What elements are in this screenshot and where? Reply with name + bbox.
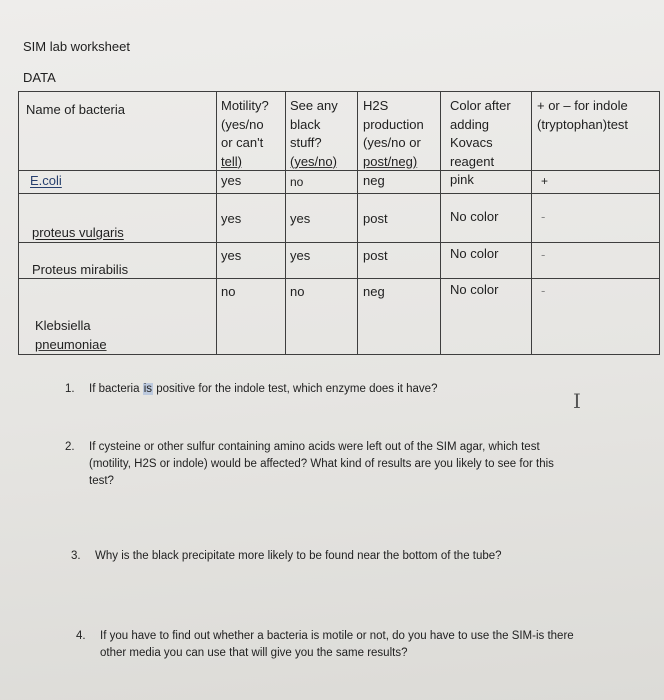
header-motility-line: (yes/no: [221, 116, 264, 132]
header-motility-line: tell): [221, 153, 242, 169]
question-2: [65, 439, 635, 493]
header-motility-line: or can't: [221, 135, 264, 150]
header-name-text: Name of bacteria: [26, 102, 125, 117]
header-black-line: (yes/no): [290, 153, 337, 169]
bacteria-name-ecoli: E.coli: [30, 173, 62, 188]
motility-value: yes: [221, 173, 242, 188]
header-h2s: [358, 92, 441, 171]
black-stuff-value: no: [290, 284, 305, 299]
header-color-line: Color after: [450, 98, 511, 113]
question-text-line: (motility, H2S or indole) would be affected? What kind of results are you likely to see for this: [89, 458, 554, 470]
bacteria-name-proteus-mirabilis: Proteus mirabilis: [32, 262, 129, 277]
bacteria-name-line: pneumoniae: [35, 336, 107, 352]
question-1: [65, 381, 625, 399]
header-color-line: Kovacs: [450, 135, 493, 150]
header-h2s-line: (yes/no or: [363, 135, 421, 150]
bacteria-name-klebsiella: [35, 317, 107, 354]
question-3: [71, 548, 631, 566]
header-indole: [532, 92, 660, 171]
header-name: [19, 92, 217, 171]
color-value: No color: [450, 282, 499, 297]
header-motility: [217, 92, 286, 171]
motility-value: yes: [221, 248, 242, 263]
h2s-value: neg: [363, 173, 385, 188]
header-black-line: black: [290, 116, 321, 132]
header-indole-line: (tryptophan)test: [537, 116, 629, 132]
question-text-line: If you have to find out whether a bacteria is motile or not, do you have to use the SIM-is there: [100, 630, 574, 642]
header-h2s-line: post/neg): [363, 153, 418, 169]
indole-value: -: [541, 283, 546, 298]
h2s-value: neg: [363, 284, 385, 299]
table-header-row: [19, 92, 660, 171]
header-black-line: See any: [290, 98, 338, 113]
question-text: If bacteria is positive for the indole test, which enzyme does it have?: [89, 383, 438, 395]
h2s-value: post: [363, 211, 388, 226]
header-black: [286, 92, 358, 171]
question-4: [76, 628, 646, 664]
section-label: DATA: [23, 70, 56, 85]
table-row: [19, 171, 660, 194]
worksheet-title: SIM lab worksheet: [23, 39, 130, 54]
color-value: No color: [450, 209, 499, 224]
black-stuff-value: yes: [290, 211, 311, 226]
motility-value: yes: [221, 211, 242, 226]
question-text-line: test?: [89, 475, 114, 487]
indole-value: +: [541, 174, 549, 188]
table-row: [19, 194, 660, 243]
header-color-line: reagent: [450, 153, 495, 169]
indole-value: -: [541, 247, 546, 262]
question-text: Why is the black precipitate more likely to be found near the bottom of the tube?: [95, 550, 502, 562]
color-value: pink: [450, 172, 474, 187]
header-color-line: adding: [450, 116, 490, 132]
question-text-line: If cysteine or other sulfur containing amino acids were left out of the SIM agar, which test: [89, 441, 540, 453]
table-row: [19, 243, 660, 279]
header-h2s-line: H2S: [363, 98, 389, 113]
bacteria-name-proteus-vulgaris: proteus vulgaris: [32, 225, 124, 240]
question-number: 1.: [65, 383, 75, 395]
header-motility-line: Motility?: [221, 98, 269, 113]
h2s-value: post: [363, 248, 388, 263]
color-value: No color: [450, 246, 499, 261]
black-stuff-value: no: [290, 175, 304, 189]
motility-value: no: [221, 284, 236, 299]
text-cursor-icon: I: [573, 389, 581, 413]
data-table: [18, 91, 660, 355]
question-number: 3.: [71, 550, 81, 562]
question-text-line: other media you can use that will give you the same results?: [100, 647, 408, 659]
table-row: [19, 279, 660, 355]
header-indole-line: + or – for indole: [537, 98, 628, 113]
black-stuff-value: yes: [290, 248, 311, 263]
highlighted-word: is: [143, 383, 153, 395]
question-number: 2.: [65, 441, 75, 453]
header-black-line: stuff?: [290, 135, 322, 150]
indole-value: -: [541, 209, 546, 224]
header-h2s-line: production: [363, 116, 424, 132]
bacteria-name-line: Klebsiella: [35, 318, 91, 333]
question-number: 4.: [76, 630, 86, 642]
header-color: [441, 92, 532, 171]
